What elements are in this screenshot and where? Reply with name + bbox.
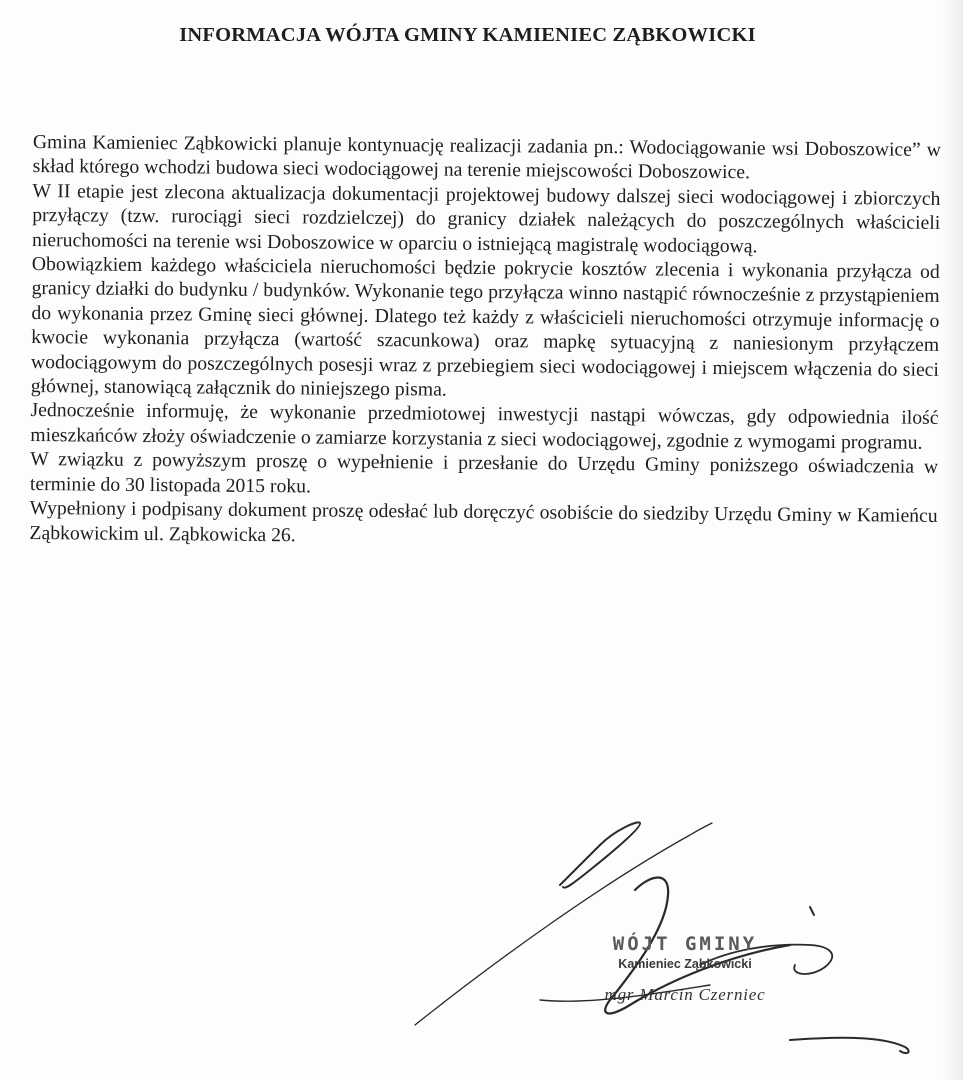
paragraph-6: Wypełniony i podpisany dokument proszę odesłać lub doręczyć osobiście do siedziby Urzędu Gminy w Kamieńcu Ząbkowickim ul. Ząbkowicka 26.	[29, 497, 938, 546]
signature-block	[400, 815, 940, 1065]
paragraph-3: Obowiązkiem każdego właściciela nieruchomości będzie pokrycie kosztów zlecenia i wykonania przyłącza od granicy działki do budynku / budynków. Wykonanie tego przyłącza winno nastąpić równocześnie z przystąpieniem do wykonania przez Gminę sieci głównej. Dlatego też każdy z właścicieli nieruchomości otrzymuje informację o kwocie wykonania przyłącza (wartość szacunkowa) oraz mapkę sytuacyjną z naniesionym przyłączem wodociągowym do poszczególnych posesji wraz z przebiegiem sieci wodociągowej i miejscem włączenia do sieci głównej, stanowiącą załącznik do niniejszego pisma.	[30, 253, 940, 401]
stamp-place: Kamieniec Ząbkowicki	[618, 957, 752, 971]
official-stamp	[570, 933, 800, 1005]
signatory-name: mgr Marcin Czerniec	[604, 985, 766, 1004]
stamp-title: WÓJT GMINY	[612, 933, 758, 955]
paragraph-4: Jednocześnie informuję, że wykonanie przedmiotowej inwestycji nastąpi wówczas, gdy odpowiednia ilość mieszkańców złoży oświadczenie o zamiarze korzystania z sieci wodociągowej, zgodnie z wymogami programu.	[30, 399, 939, 454]
document-title: INFORMACJA WÓJTA GMINY KAMIENIEC ZĄBKOWICKI	[179, 24, 756, 46]
document-body	[29, 130, 941, 553]
paragraph-5: W związku z powyższym proszę o wypełnienie i przesłanie do Urzędu Gminy poniższego oświadczenia w terminie do 30 listopada 2015 roku.	[29, 448, 939, 498]
paragraph-2: W II etapie jest zlecona aktualizacja dokumentacji projektowej budowy dalszej sieci wodociągowej i zbiorczych przyłączy (tzw. rurociągi sieci rozdzielczej) do granicy działek należących do poszczególnych właścicieli nieruchomości na terenie wsi Doboszowice w oparciu o istniejącą magistralę wodociągową.	[31, 179, 941, 257]
scan-edge-shadow	[941, 0, 963, 1080]
paragraph-1: Gmina Kamieniec Ząbkowicki planuje kontynuację realizacji zadania pn.: Wodociągowanie wsi Doboszowice” w skład którego wchodzi budowa sieci wodociągowej na terenie miejscowości Doboszowice.	[32, 130, 941, 184]
